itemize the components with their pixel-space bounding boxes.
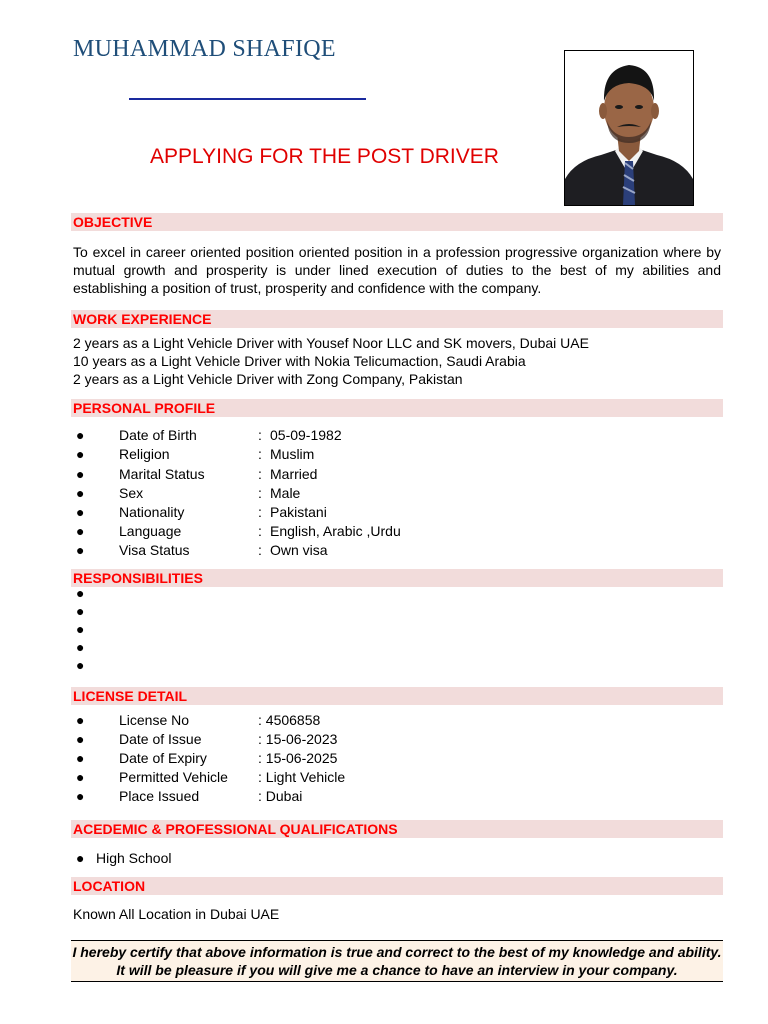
bullet-icon: ● [76, 446, 85, 462]
bullet-icon: ● [76, 485, 85, 501]
license-value: : 15-06-2025 [258, 750, 338, 766]
bullet-icon: ● [76, 504, 85, 520]
profile-row [0, 523, 768, 542]
license-row [0, 769, 768, 788]
section-work-experience [71, 310, 723, 328]
colon: : [258, 504, 262, 520]
section-title: WORK EXPERIENCE [73, 311, 212, 327]
bullet-icon: ● [76, 657, 85, 673]
section-title: LOCATION [73, 878, 146, 894]
bullet-icon: ● [76, 750, 85, 766]
profile-value: Muslim [270, 446, 315, 462]
section-qualifications [71, 820, 723, 838]
license-label: Date of Issue [119, 731, 202, 747]
declaration-box [71, 940, 723, 982]
license-value: : 4506858 [258, 712, 321, 728]
profile-row [0, 504, 768, 523]
declaration-line: It will be pleasure if you will give me a chance to have an interview in your company. [116, 962, 678, 978]
license-label: Permitted Vehicle [119, 769, 228, 785]
profile-value: Married [270, 466, 318, 482]
bullet-icon: ● [76, 542, 85, 558]
profile-row [0, 427, 768, 446]
license-label: Place Issued [119, 788, 200, 804]
work-item: 10 years as a Light Vehicle Driver with Nokia Telicumaction, Saudi Arabia [73, 353, 526, 369]
objective-text: To excel in career oriented position oriented position in a profession progressive organization where by mutual growth and prosperity is under lined execution of duties to the best of my abilities and establishing a position of trust, prosperity and confidence with the company. [73, 244, 721, 296]
bullet-icon: ● [76, 639, 85, 655]
colon: : [258, 446, 262, 462]
bullet-icon: ● [76, 466, 85, 482]
section-license-detail [71, 687, 723, 705]
profile-photo [564, 50, 694, 206]
section-title: RESPONSIBILITIES [73, 570, 203, 586]
section-title: ACEDEMIC & PROFESSIONAL QUALIFICATIONS [73, 821, 398, 837]
bullet-icon: ● [76, 523, 85, 539]
profile-label: Nationality [119, 504, 185, 520]
work-item: 2 years as a Light Vehicle Driver with Yousef Noor LLC and SK movers, Dubai UAE [73, 335, 589, 351]
profile-row [0, 542, 768, 561]
profile-label: Visa Status [119, 542, 190, 558]
license-row [0, 788, 768, 807]
section-title: PERSONAL PROFILE [73, 400, 216, 416]
profile-label: Date of Birth [119, 427, 197, 443]
bullet-icon: ● [76, 850, 85, 866]
license-label: License No [119, 712, 190, 728]
license-row [0, 750, 768, 769]
colon: : [258, 427, 262, 443]
qualification-row [0, 850, 768, 869]
bullet-icon: ● [76, 788, 85, 804]
qualification-item: High School [96, 850, 172, 866]
profile-row [0, 485, 768, 504]
post-title: APPLYING FOR THE POST DRIVER [150, 145, 499, 168]
section-personal-profile [71, 399, 723, 417]
profile-label: Marital Status [119, 466, 205, 482]
license-row [0, 712, 768, 731]
section-responsibilities [71, 569, 723, 587]
applicant-name: MUHAMMAD SHAFIQE [73, 36, 336, 62]
bullet-icon: ● [76, 769, 85, 785]
profile-label: Language [119, 523, 182, 539]
colon: : [258, 523, 262, 539]
bullet-icon: ● [76, 712, 85, 728]
bullet-icon: ● [76, 603, 85, 619]
license-row [0, 731, 768, 750]
section-objective [71, 213, 723, 231]
profile-value: Male [270, 485, 301, 501]
profile-label: Sex [119, 485, 144, 501]
license-value: : Light Vehicle [258, 769, 346, 785]
profile-value: 05-09-1982 [270, 427, 342, 443]
profile-value: Own visa [270, 542, 328, 558]
bullet-icon: ● [76, 621, 85, 637]
profile-row [0, 446, 768, 465]
name-underline [129, 98, 366, 100]
profile-label: Religion [119, 446, 170, 462]
profile-value: English, Arabic ,Urdu [270, 523, 401, 539]
license-label: Date of Expiry [119, 750, 207, 766]
work-item: 2 years as a Light Vehicle Driver with Zong Company, Pakistan [73, 371, 463, 387]
bullet-icon: ● [76, 731, 85, 747]
bullet-icon: ● [76, 427, 85, 443]
profile-row [0, 466, 768, 485]
colon: : [258, 542, 262, 558]
colon: : [258, 485, 262, 501]
section-title: LICENSE DETAIL [73, 688, 188, 704]
location-text: Known All Location in Dubai UAE [73, 906, 280, 922]
declaration-line: I hereby certify that above information is true and correct to the best of my knowledge and ability. [72, 944, 722, 960]
license-value: : Dubai [258, 788, 303, 804]
section-title: OBJECTIVE [73, 214, 153, 230]
bullet-icon: ● [76, 585, 85, 601]
colon: : [258, 466, 262, 482]
profile-value: Pakistani [270, 504, 327, 520]
person-photo-icon [565, 51, 693, 205]
section-location [71, 877, 723, 895]
license-value: : 15-06-2023 [258, 731, 338, 747]
